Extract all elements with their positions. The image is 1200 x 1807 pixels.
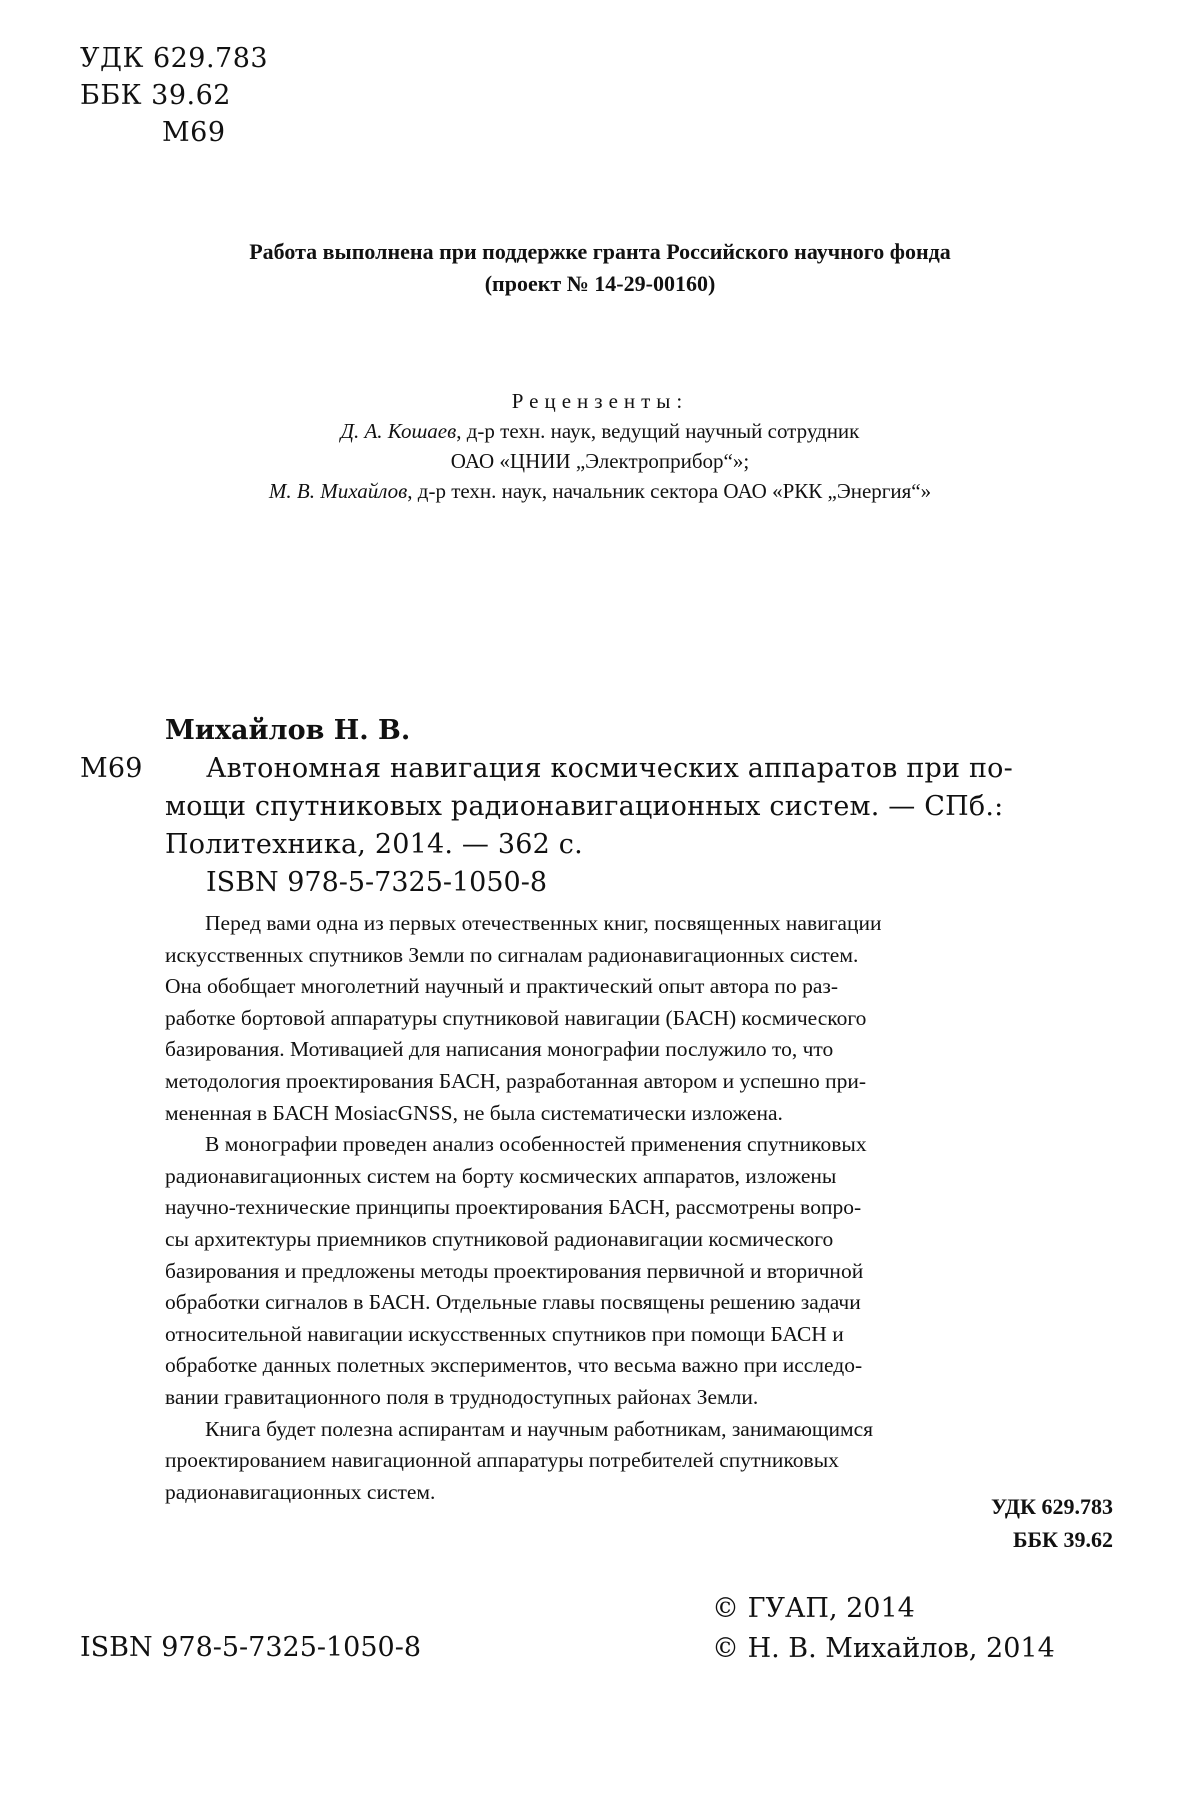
abstract-line: методология проектирования БАСН, разработанная автором и успешно при-	[165, 1068, 866, 1093]
author-mark: М69	[162, 117, 226, 148]
footer-isbn: ISBN 978-5-7325-1050-8	[80, 1632, 422, 1663]
footer-classification-codes	[991, 1490, 1113, 1556]
catalog-code: М69	[80, 753, 143, 784]
abstract-line: искусственных спутников Земли по сигналам радионавигационных систем.	[165, 942, 859, 967]
abstract-line: Она обобщает многолетний научный и практический опыт автора по раз-	[165, 974, 839, 999]
reviewer-2-name: М. В. Михайлов	[268, 479, 408, 503]
catalog-entry	[80, 750, 1115, 864]
reviewer-2	[0, 476, 1200, 506]
abstract-line: Книга будет полезна аспирантам и научным работникам, занимающимся	[205, 1416, 874, 1441]
reviewer-1-role: , д-р техн. наук, ведущий научный сотрудник	[456, 419, 860, 443]
bbk-code: ББК 39.62	[80, 80, 231, 111]
catalog-title-line-3: Политехника, 2014. — 362 с.	[165, 829, 583, 860]
abstract-line: работке бортовой аппаратуры спутниковой навигации (БАСН) космического	[165, 1005, 867, 1030]
abstract-line: Перед вами одна из первых отечественных книг, посвященных навигации	[205, 911, 882, 935]
reviewer-2-role: , д-р техн. наук, начальник сектора ОАО «РКК „Энергия“»	[407, 479, 932, 503]
classification-codes	[80, 40, 268, 151]
abstract-line: обработки сигналов в БАСН. Отдельные главы посвящены решению задачи	[165, 1290, 861, 1315]
abstract	[80, 908, 1115, 1508]
reviewer-1	[0, 416, 1200, 446]
abstract-line: обработке данных полетных экспериментов, что весьма важно при исследо-	[165, 1353, 863, 1378]
catalog-record	[80, 712, 1115, 1508]
copyright-notices	[712, 1589, 1055, 1669]
catalog-isbn: ISBN 978-5-7325-1050-8	[206, 867, 548, 898]
abstract-line: базирования и предложены методы проектирования первичной и вторичной	[165, 1258, 864, 1283]
reviewers-heading: Рецензенты:	[511, 389, 689, 413]
catalog-title-line-2: мощи спутниковых радионавигационных систем. — СПб.:	[165, 791, 1004, 822]
copyright-author: © Н. В. Михайлов, 2014	[712, 1633, 1055, 1664]
abstract-line: научно-технические принципы проектирования БАСН, рассмотрены вопро-	[165, 1195, 862, 1220]
udk-code: УДК 629.783	[80, 43, 269, 74]
abstract-line: относительной навигации искусственных спутников при помощи БАСН и	[165, 1321, 844, 1346]
reviewer-1-org: ОАО «ЦНИИ „Электроприбор“»;	[450, 449, 750, 473]
abstract-line: проектированием навигационной аппаратуры потребителей спутниковых	[165, 1448, 839, 1473]
abstract-line: базирования. Мотивацией для написания монографии послужило то, что	[165, 1037, 834, 1062]
reviewers-block	[0, 386, 1200, 506]
abstract-line: мененная в БАСН MosiacGNSS, не была систематически изложена.	[165, 1100, 783, 1125]
grant-line-2: (проект № 14-29-00160)	[484, 271, 716, 296]
catalog-author: Михайлов Н. В.	[165, 715, 411, 746]
footer-bbk-code: ББК 39.62	[1012, 1527, 1113, 1552]
abstract-line: В монографии проведен анализ особенностей применения спутниковых	[205, 1132, 867, 1157]
abstract-line: радионавигационных систем.	[165, 1479, 436, 1504]
grant-line-1: Работа выполнена при поддержке гранта Российского научного фонда	[249, 239, 951, 264]
reviewer-1-name: Д. А. Кошаев	[340, 419, 457, 443]
abstract-line: вании гравитационного поля в труднодоступных районах Земли.	[165, 1384, 759, 1409]
abstract-line: радионавигационных систем на борту космических аппаратов, изложены	[165, 1163, 837, 1188]
catalog-title-line-1: Автономная навигация космических аппаратов при по-	[206, 753, 1013, 784]
footer-udk-code: УДК 629.783	[990, 1494, 1113, 1519]
copyright-publisher: © ГУАП, 2014	[712, 1593, 915, 1624]
abstract-line: сы архитектуры приемников спутниковой радионавигации космического	[165, 1226, 834, 1251]
grant-notice	[0, 236, 1200, 300]
